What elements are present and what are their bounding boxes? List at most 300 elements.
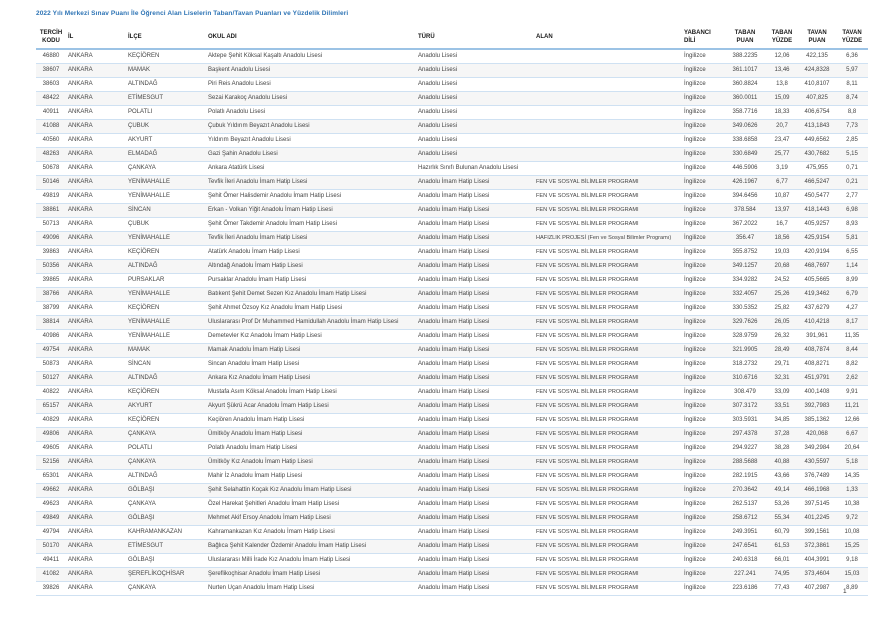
col-header-taban-yuzde: TABAN YÜZDE [766,28,798,49]
cell-turu: Anadolu İmam Hatip Lisesi [416,413,534,427]
cell-tavan-yuzde: 8,99 [836,273,868,287]
cell-turu: Anadolu İmam Hatip Lisesi [416,273,534,287]
cell-taban-yuzde: 53,26 [766,497,798,511]
cell-tavan-puan: 420,068 [798,427,836,441]
cell-ilce: KEÇİÖREN [126,245,206,259]
cell-il: ANKARA [66,105,126,119]
cell-taban-puan: 294.9227 [724,441,766,455]
cell-okul: Şehit Selahattin Koçak Kız Anadolu İmam Hatip Lisesi [206,483,416,497]
cell-turu: Anadolu İmam Hatip Lisesi [416,399,534,413]
cell-tavan-yuzde: 6,98 [836,203,868,217]
cell-tavan-puan: 419,3462 [798,287,836,301]
cell-taban-yuzde: 23,47 [766,133,798,147]
cell-taban-puan: 318.2732 [724,357,766,371]
cell-taban-puan: 249.3951 [724,525,766,539]
cell-il: ANKARA [66,245,126,259]
cell-tavan-yuzde: 14,35 [836,469,868,483]
cell-il: ANKARA [66,371,126,385]
cell-dil: İngilizce [682,441,724,455]
cell-taban-yuzde: 18,56 [766,231,798,245]
table-row [36,203,868,217]
cell-code: 49662 [36,483,66,497]
cell-taban-puan: 388.2235 [724,49,766,63]
cell-tavan-puan: 475,955 [798,161,836,175]
cell-dil: İngilizce [682,133,724,147]
cell-tavan-puan: 450,5477 [798,189,836,203]
table-row [36,371,868,385]
cell-taban-yuzde: 60,79 [766,525,798,539]
cell-dil: İngilizce [682,119,724,133]
cell-ilce: ÇANKAYA [126,497,206,511]
cell-alan: FEN VE SOSYAL BİLİMLER PROGRAMI [534,483,682,497]
cell-tavan-puan: 376,7489 [798,469,836,483]
cell-dil: İngilizce [682,189,724,203]
cell-dil: İngilizce [682,553,724,567]
cell-okul: Ümitköy Kız Anadolu İmam Hatip Lisesi [206,455,416,469]
cell-tavan-puan: 407,2987 [798,581,836,595]
cell-alan: FEN VE SOSYAL BİLİMLER PROGRAMI [534,399,682,413]
cell-taban-puan: 360.0011 [724,91,766,105]
cell-taban-puan: 355.8752 [724,245,766,259]
cell-alan: FEN VE SOSYAL BİLİMLER PROGRAMI [534,175,682,189]
cell-tavan-puan: 468,7697 [798,259,836,273]
cell-code: 38603 [36,77,66,91]
cell-alan: HAFIZLIK PROJESİ (Fen ve Sosyal Bilimler Programı) [534,231,682,245]
cell-turu: Anadolu İmam Hatip Lisesi [416,357,534,371]
cell-il: ANKARA [66,483,126,497]
cell-tavan-puan: 451,9791 [798,371,836,385]
table-row [36,175,868,189]
table-row [36,105,868,119]
cell-taban-yuzde: 12,06 [766,49,798,63]
cell-ilce: GÖLBAŞI [126,483,206,497]
cell-ilce: ÇANKAYA [126,455,206,469]
cell-tavan-yuzde: 8,44 [836,343,868,357]
table-row [36,77,868,91]
cell-tavan-yuzde: 0,21 [836,175,868,189]
cell-il: ANKARA [66,161,126,175]
cell-tavan-puan: 437,6279 [798,301,836,315]
cell-okul: Piri Reis Anadolu Lisesi [206,77,416,91]
cell-il: ANKARA [66,203,126,217]
cell-code: 39863 [36,245,66,259]
cell-tavan-yuzde: 10,38 [836,497,868,511]
cell-code: 38861 [36,203,66,217]
cell-taban-yuzde: 18,33 [766,105,798,119]
cell-taban-puan: 378.584 [724,203,766,217]
cell-taban-yuzde: 6,77 [766,175,798,189]
cell-turu: Anadolu İmam Hatip Lisesi [416,315,534,329]
cell-code: 41082 [36,567,66,581]
cell-alan: FEN VE SOSYAL BİLİMLER PROGRAMI [534,567,682,581]
cell-turu: Anadolu İmam Hatip Lisesi [416,343,534,357]
cell-tavan-puan: 466,5247 [798,175,836,189]
cell-taban-yuzde: 20,68 [766,259,798,273]
cell-dil: İngilizce [682,399,724,413]
cell-turu: Anadolu İmam Hatip Lisesi [416,287,534,301]
cell-il: ANKARA [66,441,126,455]
cell-il: ANKARA [66,343,126,357]
cell-taban-yuzde: 33,09 [766,385,798,399]
cell-ilce: KEÇİÖREN [126,301,206,315]
cell-taban-yuzde: 19,03 [766,245,798,259]
cell-il: ANKARA [66,77,126,91]
cell-taban-puan: 330.5352 [724,301,766,315]
cell-alan [534,91,682,105]
table-row [36,133,868,147]
cell-okul: Mamak Anadolu İmam Hatip Lisesi [206,343,416,357]
cell-tavan-puan: 385,1362 [798,413,836,427]
cell-alan [534,63,682,77]
cell-tavan-yuzde: 10,08 [836,525,868,539]
cell-taban-yuzde: 24,52 [766,273,798,287]
cell-tavan-yuzde: 5,81 [836,231,868,245]
col-header-tavan-yuzde: TAVAN YÜZDE [836,28,868,49]
cell-okul: Mehmet Akif Ersoy Anadolu İmam Hatip Lisesi [206,511,416,525]
cell-il: ANKARA [66,357,126,371]
cell-okul: Şehit Ömer Takdemir Anadolu İmam Hatip Lisesi [206,217,416,231]
cell-alan: FEN VE SOSYAL BİLİMLER PROGRAMI [534,511,682,525]
table-row [36,287,868,301]
cell-tavan-puan: 400,1408 [798,385,836,399]
cell-okul: Uluslararası Prof Dr Muhammed Hamidullah Anadolu İmam Hatip Lisesi [206,315,416,329]
cell-code: 65157 [36,399,66,413]
cell-turu: Anadolu İmam Hatip Lisesi [416,441,534,455]
cell-tavan-puan: 422,135 [798,49,836,63]
cell-alan: FEN VE SOSYAL BİLİMLER PROGRAMI [534,553,682,567]
cell-taban-yuzde: 13,97 [766,203,798,217]
cell-code: 49819 [36,189,66,203]
cell-okul: Başkent Anadolu Lisesi [206,63,416,77]
cell-turu: Anadolu İmam Hatip Lisesi [416,511,534,525]
cell-taban-yuzde: 25,26 [766,287,798,301]
cell-tavan-puan: 407,825 [798,91,836,105]
cell-ilce: GÖLBAŞI [126,553,206,567]
cell-alan: FEN VE SOSYAL BİLİMLER PROGRAMI [534,217,682,231]
cell-taban-puan: 303.5931 [724,413,766,427]
cell-tavan-puan: 410,4218 [798,315,836,329]
cell-il: ANKARA [66,217,126,231]
cell-taban-yuzde: 25,77 [766,147,798,161]
cell-code: 49806 [36,427,66,441]
cell-okul: Şehit Ahmet Özsoy Kız Anadolu İmam Hatip Lisesi [206,301,416,315]
cell-code: 38814 [36,315,66,329]
cell-code: 38766 [36,287,66,301]
cell-code: 49849 [36,511,66,525]
cell-dil: İngilizce [682,217,724,231]
cell-tavan-yuzde: 8,82 [836,357,868,371]
cell-code: 39865 [36,273,66,287]
cell-turu: Anadolu Lisesi [416,133,534,147]
cell-taban-puan: 426.1967 [724,175,766,189]
cell-dil: İngilizce [682,231,724,245]
cell-dil: İngilizce [682,175,724,189]
cell-turu: Anadolu İmam Hatip Lisesi [416,245,534,259]
cell-taban-puan: 321.9905 [724,343,766,357]
cell-ilce: ELMADAĞ [126,147,206,161]
cell-taban-puan: 247.6541 [724,539,766,553]
cell-il: ANKARA [66,581,126,595]
cell-turu: Anadolu İmam Hatip Lisesi [416,483,534,497]
cell-dil: İngilizce [682,273,724,287]
table-row [36,413,868,427]
cell-tavan-yuzde: 9,72 [836,511,868,525]
cell-tavan-puan: 372,3861 [798,539,836,553]
cell-taban-yuzde: 74,95 [766,567,798,581]
page-title: 2022 Yılı Merkezi Sınav Puanı İle Öğrenci Alan Liselerin Taban/Tavan Puanları ve Yüzdelik Dilimleri [36,10,349,17]
cell-taban-puan: 358.7716 [724,105,766,119]
cell-turu: Anadolu Lisesi [416,119,534,133]
cell-okul: Çubuk Yıldırım Beyazıt Anadolu Lisesi [206,119,416,133]
cell-turu: Anadolu Lisesi [416,77,534,91]
cell-turu: Anadolu İmam Hatip Lisesi [416,203,534,217]
cell-taban-yuzde: 13,46 [766,63,798,77]
cell-il: ANKARA [66,511,126,525]
cell-taban-puan: 329.7626 [724,315,766,329]
cell-dil: İngilizce [682,161,724,175]
cell-turu: Anadolu İmam Hatip Lisesi [416,455,534,469]
cell-taban-puan: 262.5137 [724,497,766,511]
cell-dil: İngilizce [682,427,724,441]
cell-turu: Anadolu İmam Hatip Lisesi [416,385,534,399]
cell-taban-puan: 334.9282 [724,273,766,287]
cell-taban-puan: 223.6186 [724,581,766,595]
cell-tavan-puan: 424,8328 [798,63,836,77]
cell-taban-yuzde: 37,28 [766,427,798,441]
cell-ilce: ALTINDAĞ [126,371,206,385]
table-row [36,49,868,63]
cell-ilce: AKYURT [126,133,206,147]
table-row [36,343,868,357]
cell-okul: Batıkent Şehit Demet Sezen Kız Anadolu İmam Hatip Lisesi [206,287,416,301]
cell-il: ANKARA [66,273,126,287]
table-row [36,217,868,231]
cell-alan: FEN VE SOSYAL BİLİMLER PROGRAMI [534,245,682,259]
cell-turu: Anadolu Lisesi [416,147,534,161]
cell-taban-yuzde: 20,7 [766,119,798,133]
cell-tavan-puan: 404,3991 [798,553,836,567]
table-row [36,399,868,413]
cell-il: ANKARA [66,455,126,469]
cell-okul: Demetevler Kız Anadolu İmam Hatip Lisesi [206,329,416,343]
cell-tavan-puan: 418,1443 [798,203,836,217]
table-row [36,189,868,203]
cell-taban-puan: 328.9759 [724,329,766,343]
cell-tavan-yuzde: 5,97 [836,63,868,77]
cell-tavan-yuzde: 15,03 [836,567,868,581]
cell-code: 49096 [36,231,66,245]
cell-il: ANKARA [66,497,126,511]
cell-il: ANKARA [66,287,126,301]
cell-okul: Ankara Atatürk Lisesi [206,161,416,175]
cell-taban-yuzde: 26,05 [766,315,798,329]
cell-alan: FEN VE SOSYAL BİLİMLER PROGRAMI [534,357,682,371]
table-row [36,441,868,455]
cell-tavan-puan: 430,5597 [798,455,836,469]
cell-taban-puan: 446.5906 [724,161,766,175]
cell-ilce: MAMAK [126,63,206,77]
cell-il: ANKARA [66,469,126,483]
cell-code: 40829 [36,413,66,427]
cell-tavan-puan: 420,9194 [798,245,836,259]
cell-taban-yuzde: 3,19 [766,161,798,175]
cell-turu: Anadolu İmam Hatip Lisesi [416,469,534,483]
cell-dil: İngilizce [682,259,724,273]
cell-il: ANKARA [66,329,126,343]
cell-alan [534,161,682,175]
cell-il: ANKARA [66,63,126,77]
cell-code: 50356 [36,259,66,273]
cell-tavan-puan: 349,2984 [798,441,836,455]
cell-dil: İngilizce [682,49,724,63]
cell-taban-puan: 288.5688 [724,455,766,469]
cell-code: 49605 [36,441,66,455]
cell-tavan-puan: 413,1843 [798,119,836,133]
cell-taban-yuzde: 28,49 [766,343,798,357]
cell-alan: FEN VE SOSYAL BİLİMLER PROGRAMI [534,581,682,595]
cell-turu: Hazırlık Sınıfı Bulunan Anadolu Lisesi [416,161,534,175]
col-header-okul-adi: OKUL ADI [206,28,416,49]
cell-alan: FEN VE SOSYAL BİLİMLER PROGRAMI [534,259,682,273]
cell-code: 50127 [36,371,66,385]
cell-taban-puan: 356.47 [724,231,766,245]
cell-il: ANKARA [66,525,126,539]
cell-tavan-yuzde: 6,79 [836,287,868,301]
cell-tavan-yuzde: 11,21 [836,399,868,413]
cell-taban-yuzde: 40,88 [766,455,798,469]
cell-ilce: ÇUBUK [126,217,206,231]
cell-il: ANKARA [66,427,126,441]
cell-dil: İngilizce [682,343,724,357]
table-row [36,525,868,539]
cell-tavan-puan: 449,6562 [798,133,836,147]
cell-ilce: ETİMESGUT [126,91,206,105]
cell-tavan-yuzde: 20,64 [836,441,868,455]
cell-alan: FEN VE SOSYAL BİLİMLER PROGRAMI [534,273,682,287]
cell-dil: İngilizce [682,301,724,315]
cell-okul: Akyurt Şükrü Acar Anadolu İmam Hatip Lisesi [206,399,416,413]
cell-tavan-yuzde: 5,15 [836,147,868,161]
cell-turu: Anadolu Lisesi [416,105,534,119]
document-page [36,10,868,596]
cell-taban-yuzde: 29,71 [766,357,798,371]
cell-taban-yuzde: 25,82 [766,301,798,315]
cell-code: 50873 [36,357,66,371]
cell-turu: Anadolu İmam Hatip Lisesi [416,329,534,343]
cell-code: 49754 [36,343,66,357]
cell-il: ANKARA [66,91,126,105]
cell-turu: Anadolu İmam Hatip Lisesi [416,189,534,203]
table-row [36,357,868,371]
cell-tavan-puan: 392,7983 [798,399,836,413]
cell-okul: Mustafa Asım Köksal Anadolu İmam Hatip Lisesi [206,385,416,399]
cell-code: 48263 [36,147,66,161]
table-row [36,539,868,553]
cell-ilce: ETİMESGUT [126,539,206,553]
cell-tavan-yuzde: 1,14 [836,259,868,273]
cell-okul: Şehit Ömer Halisdemir Anadolu İmam Hatip Lisesi [206,189,416,203]
cell-tavan-yuzde: 15,25 [836,539,868,553]
cell-taban-puan: 310.6716 [724,371,766,385]
cell-dil: İngilizce [682,329,724,343]
cell-turu: Anadolu İmam Hatip Lisesi [416,567,534,581]
cell-alan: FEN VE SOSYAL BİLİMLER PROGRAMI [534,329,682,343]
cell-tavan-puan: 430,7682 [798,147,836,161]
cell-taban-puan: 360.8824 [724,77,766,91]
cell-tavan-yuzde: 9,91 [836,385,868,399]
cell-tavan-puan: 466,1968 [798,483,836,497]
cell-code: 40986 [36,329,66,343]
cell-tavan-yuzde: 9,18 [836,553,868,567]
cell-il: ANKARA [66,189,126,203]
cell-dil: İngilizce [682,371,724,385]
cell-alan: FEN VE SOSYAL BİLİMLER PROGRAMI [534,427,682,441]
cell-code: 38799 [36,301,66,315]
cell-taban-yuzde: 33,51 [766,399,798,413]
cell-okul: Polatlı Anadolu İmam Hatip Lisesi [206,441,416,455]
col-header-il: İL [66,28,126,49]
cell-taban-yuzde: 66,01 [766,553,798,567]
cell-tavan-yuzde: 2,85 [836,133,868,147]
cell-alan [534,77,682,91]
cell-taban-yuzde: 43,66 [766,469,798,483]
cell-okul: Bağlıca Şehit Kalender Özdemir Anadolu İmam Hatip Lisesi [206,539,416,553]
cell-il: ANKARA [66,399,126,413]
cell-taban-yuzde: 38,28 [766,441,798,455]
cell-taban-puan: 307.3172 [724,399,766,413]
cell-ilce: YENİMAHALLE [126,189,206,203]
cell-ilce: ÇANKAYA [126,427,206,441]
cell-alan: FEN VE SOSYAL BİLİMLER PROGRAMI [534,497,682,511]
cell-alan: FEN VE SOSYAL BİLİMLER PROGRAMI [534,539,682,553]
table-row [36,273,868,287]
cell-turu: Anadolu İmam Hatip Lisesi [416,259,534,273]
table-row [36,483,868,497]
cell-ilce: SİNCAN [126,357,206,371]
cell-alan [534,49,682,63]
cell-taban-puan: 330.6849 [724,147,766,161]
table-row [36,63,868,77]
cell-tavan-yuzde: 8,74 [836,91,868,105]
cell-ilce: ALTINDAĞ [126,77,206,91]
cell-dil: İngilizce [682,315,724,329]
cell-code: 40822 [36,385,66,399]
cell-turu: Anadolu İmam Hatip Lisesi [416,175,534,189]
cell-dil: İngilizce [682,91,724,105]
cell-taban-yuzde: 26,32 [766,329,798,343]
cell-okul: Mahir İz Anadolu İmam Hatip Lisesi [206,469,416,483]
cell-il: ANKARA [66,175,126,189]
cell-turu: Anadolu İmam Hatip Lisesi [416,539,534,553]
cell-alan: FEN VE SOSYAL BİLİMLER PROGRAMI [534,469,682,483]
cell-alan: FEN VE SOSYAL BİLİMLER PROGRAMI [534,287,682,301]
cell-code: 49411 [36,553,66,567]
cell-tavan-puan: 405,9257 [798,217,836,231]
cell-tavan-yuzde: 4,27 [836,301,868,315]
cell-taban-puan: 297.4378 [724,427,766,441]
cell-code: 40560 [36,133,66,147]
cell-taban-puan: 282.1915 [724,469,766,483]
cell-alan: FEN VE SOSYAL BİLİMLER PROGRAMI [534,371,682,385]
table-row [36,455,868,469]
table-header-row [36,28,868,49]
cell-tavan-yuzde: 5,18 [836,455,868,469]
cell-code: 40911 [36,105,66,119]
cell-dil: İngilizce [682,469,724,483]
cell-tavan-yuzde: 6,36 [836,49,868,63]
table-row [36,581,868,595]
table-row [36,119,868,133]
